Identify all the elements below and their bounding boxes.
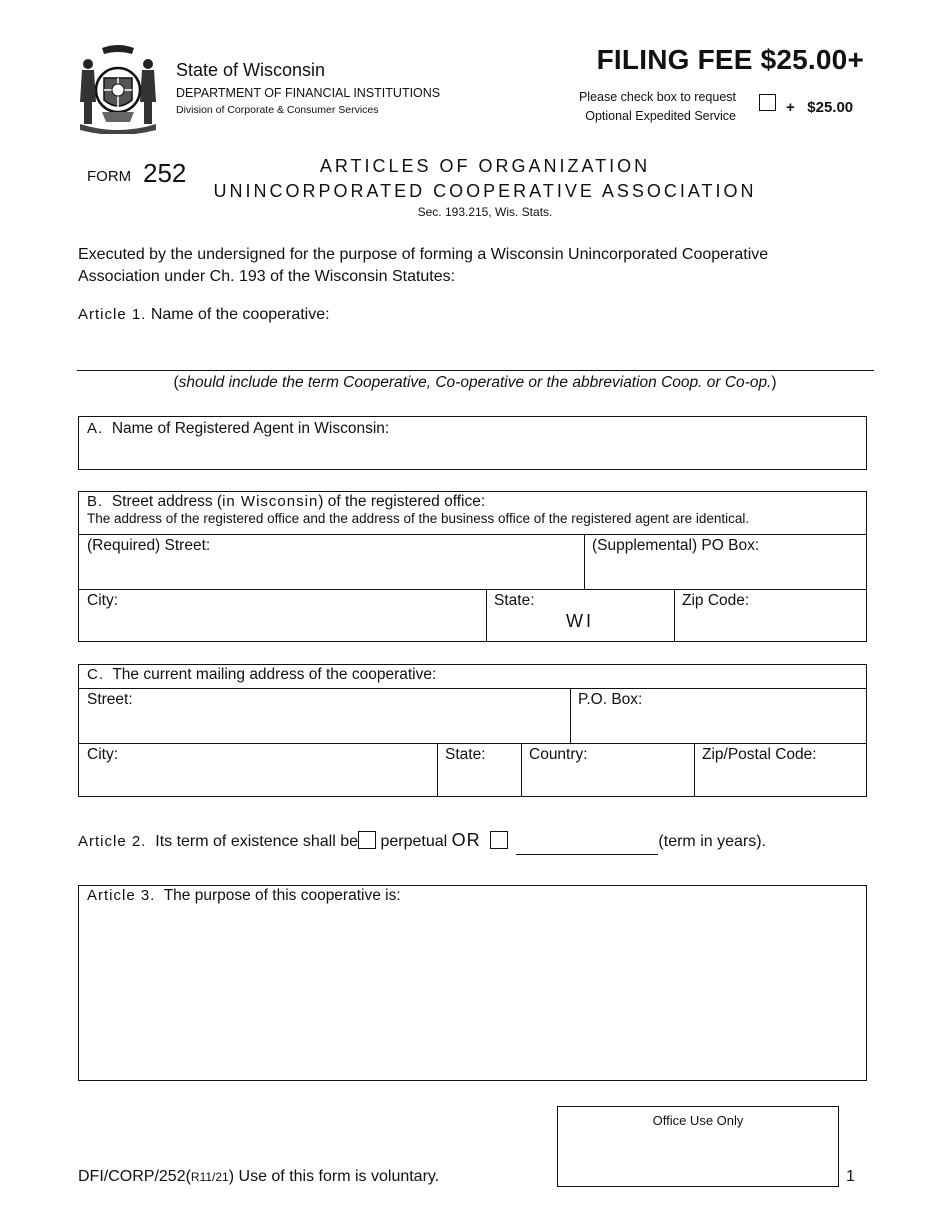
purpose-textarea[interactable] xyxy=(87,914,858,1072)
mailing-zip-cell xyxy=(694,743,866,796)
office-pobox-cell xyxy=(584,534,866,589)
section-b-text-post: ) of the registered office: xyxy=(318,493,486,510)
office-pobox-label: (Supplemental) PO Box: xyxy=(592,537,760,554)
mailing-state-input[interactable] xyxy=(445,770,513,792)
mailing-pobox-input[interactable] xyxy=(578,717,858,739)
office-state-value: WI xyxy=(566,611,594,631)
registered-agent-box xyxy=(78,416,867,470)
mailing-state-cell xyxy=(437,743,521,796)
registered-agent-label xyxy=(87,420,866,438)
mailing-street-label: Street: xyxy=(87,691,133,708)
note-open-paren: ( xyxy=(173,374,179,391)
article-3-label: Article 3. xyxy=(87,887,156,904)
mailing-state-label: State: xyxy=(445,746,486,763)
expedite-instruction xyxy=(546,88,736,126)
department-name: DEPARTMENT OF FINANCIAL INSTITUTIONS xyxy=(176,86,441,100)
mailing-pobox-label: P.O. Box: xyxy=(578,691,643,708)
perpetual-label: perpetual xyxy=(380,833,448,850)
note-text: should include the term Cooperative, Co-operative or the abbreviation Coop. or Co-op. xyxy=(178,374,772,391)
expedite-line-2: Optional Expedited Service xyxy=(585,109,736,123)
purpose-box xyxy=(78,885,867,1081)
purpose-label-cell xyxy=(79,886,866,912)
office-pobox-input[interactable] xyxy=(592,563,858,585)
article-2-label: Article 2. xyxy=(78,833,147,850)
form-title-line-1: ARTICLES OF ORGANIZATION xyxy=(319,156,651,176)
article-3-heading xyxy=(87,887,866,905)
mailing-country-label: Country: xyxy=(529,746,588,763)
state-name: State of Wisconsin xyxy=(176,60,326,80)
office-street-cell xyxy=(79,534,584,589)
wisconsin-seal-icon xyxy=(72,42,164,134)
footer-form-code: DFI/CORP/252( xyxy=(78,1168,191,1185)
intro-paragraph: Executed by the undersigned for the purpose of forming a Wisconsin Unincorporated Cooperative Association under Ch. 193 of the Wisconsin Statutes: xyxy=(78,246,769,285)
office-use-box xyxy=(557,1106,839,1187)
note-close-paren: ) xyxy=(771,374,777,391)
footer-form-id xyxy=(78,1168,439,1186)
office-zip-label: Zip Code: xyxy=(682,592,750,609)
term-suffix: (term in years). xyxy=(658,833,766,850)
statute-reference: Sec. 193.215, Wis. Stats. xyxy=(417,205,553,219)
footer-text: ) Use of this form is voluntary. xyxy=(228,1168,440,1185)
article-1-label: Article 1. xyxy=(78,306,147,323)
form-title-line-2: UNINCORPORATED COOPERATIVE ASSOCIATION xyxy=(213,181,757,201)
term-years-input[interactable] xyxy=(516,834,658,855)
section-c-text: The current mailing address of the cooperative: xyxy=(112,666,437,683)
office-zip-cell xyxy=(674,589,866,642)
article-3-text: The purpose of this cooperative is: xyxy=(163,887,401,904)
section-b-title xyxy=(87,493,866,511)
registered-agent-input[interactable] xyxy=(87,443,858,465)
mailing-address-box xyxy=(78,664,867,797)
cooperative-name-input[interactable] xyxy=(78,340,872,368)
or-label: OR xyxy=(451,830,481,850)
mailing-street-cell xyxy=(79,688,570,743)
expedite-checkbox[interactable] xyxy=(759,94,776,111)
office-zip-input[interactable] xyxy=(682,616,858,638)
office-street-label: (Required) Street: xyxy=(87,537,211,554)
mailing-zip-label: Zip/Postal Code: xyxy=(702,746,817,763)
division-name: Division of Corporate & Consumer Services xyxy=(176,104,379,116)
office-state-label: State: xyxy=(494,592,535,609)
office-city-input[interactable] xyxy=(87,616,478,638)
mailing-country-input[interactable] xyxy=(529,770,686,792)
mailing-pobox-cell xyxy=(570,688,866,743)
cooperative-name-line xyxy=(77,370,874,371)
mailing-city-label: City: xyxy=(87,746,118,763)
form-label: FORM xyxy=(87,168,132,185)
cooperative-name-note xyxy=(0,374,950,392)
mailing-city-input[interactable] xyxy=(87,770,429,792)
article-2-text: Its term of existence shall be xyxy=(155,833,359,850)
mailing-city-cell xyxy=(79,743,437,796)
expedite-line-1: Please check box to request xyxy=(578,90,736,104)
page-number: 1 xyxy=(846,1168,855,1185)
term-checkbox[interactable] xyxy=(490,831,508,849)
section-b-label: B. xyxy=(87,493,104,510)
section-c-title xyxy=(87,666,866,684)
mailing-street-input[interactable] xyxy=(87,717,562,739)
registered-office-box xyxy=(78,491,867,642)
office-street-input[interactable] xyxy=(87,563,576,585)
office-state-cell xyxy=(486,589,674,642)
mailing-address-heading xyxy=(79,665,866,688)
footer-revision: R11/21 xyxy=(190,1170,229,1184)
office-use-label: Office Use Only xyxy=(652,1113,744,1128)
article-1-text: Name of the cooperative: xyxy=(150,306,330,323)
expedite-fee: + $25.00 xyxy=(786,99,854,116)
office-city-cell xyxy=(79,589,486,642)
registered-office-heading xyxy=(79,492,866,534)
section-b-text-pre: Street address ( xyxy=(111,493,223,510)
section-b-text-mid: in Wisconsin xyxy=(222,493,319,510)
office-city-label: City: xyxy=(87,592,118,609)
mailing-country-cell xyxy=(521,743,694,796)
section-b-note: The address of the registered office and the address of the business office of the registered agent are identical. xyxy=(87,511,750,526)
form-number: 252 xyxy=(143,158,187,188)
registered-agent-cell xyxy=(79,417,866,469)
article-2-row xyxy=(78,830,766,855)
section-c-label: C. xyxy=(87,666,104,683)
perpetual-checkbox[interactable] xyxy=(358,831,376,849)
section-a-label: A. xyxy=(87,420,104,437)
mailing-zip-input[interactable] xyxy=(702,770,858,792)
article-1-heading xyxy=(78,306,330,324)
filing-fee: FILING FEE $25.00+ xyxy=(596,44,864,75)
section-a-text: Name of Registered Agent in Wisconsin: xyxy=(111,420,390,437)
